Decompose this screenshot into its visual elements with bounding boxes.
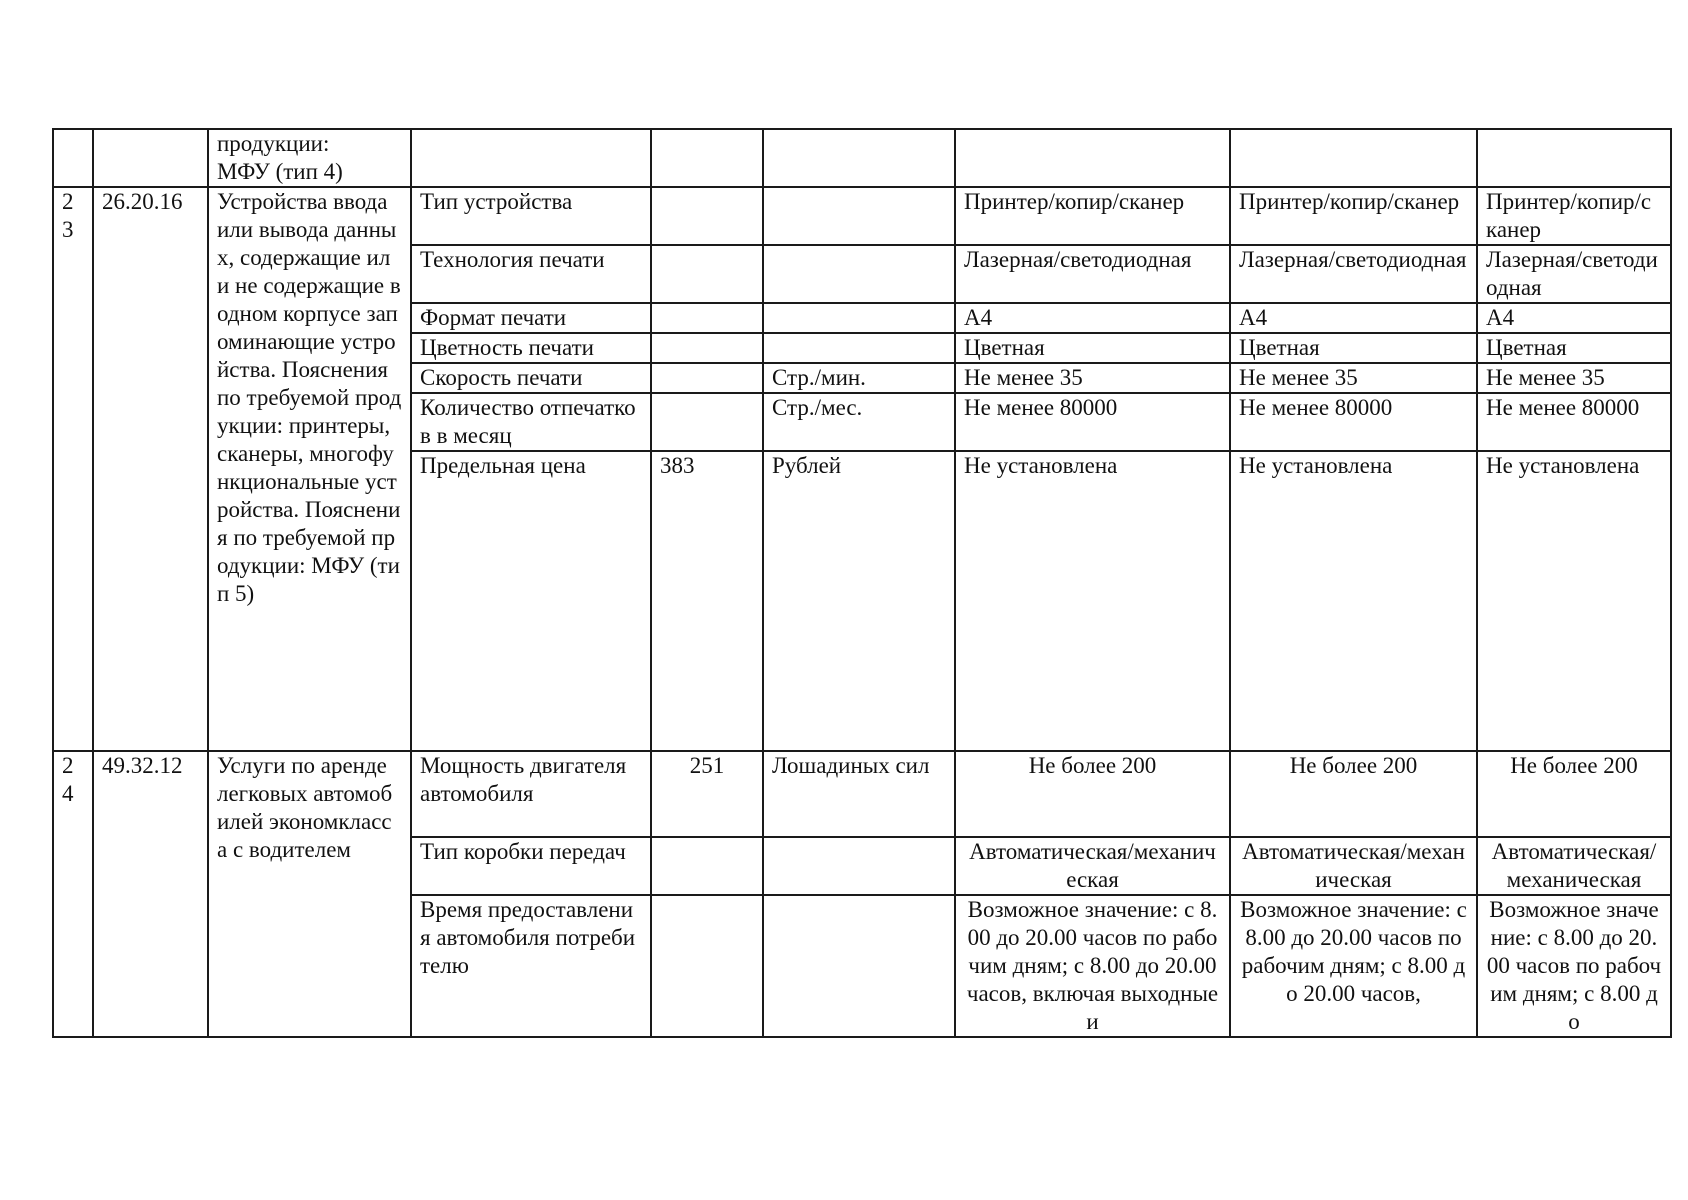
okei-code: 251 <box>651 751 763 837</box>
okei-code <box>651 895 763 1037</box>
value-3: Не менее 35 <box>1477 363 1671 393</box>
table-row <box>53 187 1671 245</box>
value-cell-2 <box>1230 129 1477 187</box>
value-3: Лазерная/светодиодная <box>1477 245 1671 303</box>
value-3: Не менее 80000 <box>1477 393 1671 451</box>
okei-code <box>651 837 763 895</box>
row-number-cell <box>53 129 93 187</box>
value-2: Не менее 35 <box>1230 363 1477 393</box>
unit-name <box>763 837 955 895</box>
value-2: Не установлена <box>1230 451 1477 751</box>
value-3: Цветная <box>1477 333 1671 363</box>
value-1: Не установлена <box>955 451 1230 751</box>
okei-code <box>651 187 763 245</box>
value-3: Возможное значение: с 8.00 до 20.00 часов по рабочим дням; с 8.00 до <box>1477 895 1671 1037</box>
unit-name: Стр./мес. <box>763 393 955 451</box>
characteristic-name: Формат печати <box>411 303 651 333</box>
unit-name <box>763 303 955 333</box>
table-row <box>53 751 1671 837</box>
table-row-continuation <box>53 129 1671 187</box>
value-1: Автоматическая/механическая <box>955 837 1230 895</box>
value-cell-1 <box>955 129 1230 187</box>
product-name-cell: Устройства ввода или вывода данных, содержащие или не содержащие в одном корпусе запоминающие устройства. Пояснения по требуемой продукции: принтеры, сканеры, многофункциональные устройства. Пояснения по требуемой продукции: МФУ (тип 5) <box>208 187 411 751</box>
characteristic-name: Время предоставления автомобиля потребителю <box>411 895 651 1037</box>
characteristic-name: Мощность двигателя автомобиля <box>411 751 651 837</box>
value-cell-3 <box>1477 129 1671 187</box>
characteristic-name: Тип коробки передач <box>411 837 651 895</box>
okei-code <box>651 333 763 363</box>
product-name: продукции: МФУ (тип 4) <box>217 131 343 184</box>
value-2: Не менее 80000 <box>1230 393 1477 451</box>
product-name-cell <box>208 129 411 187</box>
value-1: Возможное значение: с 8.00 до 20.00 часов по рабочим дням; с 8.00 до 20.00 часов, включая выходные и <box>955 895 1230 1037</box>
unit-name <box>763 895 955 1037</box>
okei-code <box>651 393 763 451</box>
value-1: Цветная <box>955 333 1230 363</box>
characteristic-name: Предельная цена <box>411 451 651 751</box>
unit-cell <box>763 129 955 187</box>
characteristic-name: Цветность печати <box>411 333 651 363</box>
okpd-code-cell <box>93 129 208 187</box>
value-1: Принтер/копир/сканер <box>955 187 1230 245</box>
okei-code <box>651 363 763 393</box>
unit-name <box>763 245 955 303</box>
value-2: Принтер/копир/сканер <box>1230 187 1477 245</box>
value-2: Не более 200 <box>1230 751 1477 837</box>
value-2: Возможное значение: с 8.00 до 20.00 часов по рабочим дням; с 8.00 до 20.00 часов, <box>1230 895 1477 1037</box>
value-1: Не более 200 <box>955 751 1230 837</box>
okpd-code-cell: 26.20.16 <box>93 187 208 751</box>
value-3: А4 <box>1477 303 1671 333</box>
value-1: Не менее 80000 <box>955 393 1230 451</box>
value-2: Автоматическая/механическая <box>1230 837 1477 895</box>
value-3: Не более 200 <box>1477 751 1671 837</box>
characteristic-name: Технология печати <box>411 245 651 303</box>
okei-code: 383 <box>651 451 763 751</box>
characteristic-name: Количество отпечатков в месяц <box>411 393 651 451</box>
unit-name: Лошадиных сил <box>763 751 955 837</box>
characteristic-name: Скорость печати <box>411 363 651 393</box>
unit-name: Рублей <box>763 451 955 751</box>
characteristics-table <box>52 128 1672 1038</box>
unit-name: Стр./мин. <box>763 363 955 393</box>
okei-code <box>651 245 763 303</box>
value-1: Не менее 35 <box>955 363 1230 393</box>
value-3: Принтер/копир/сканер <box>1477 187 1671 245</box>
value-2: Лазерная/светодиодная <box>1230 245 1477 303</box>
unit-name <box>763 333 955 363</box>
unit-name <box>763 187 955 245</box>
value-3: Автоматическая/механическая <box>1477 837 1671 895</box>
row-number-cell: 24 <box>53 751 93 1037</box>
characteristic-name: Тип устройства <box>411 187 651 245</box>
row-number-cell: 23 <box>53 187 93 751</box>
value-2: Цветная <box>1230 333 1477 363</box>
characteristic-cell <box>411 129 651 187</box>
value-2: А4 <box>1230 303 1477 333</box>
value-3: Не установлена <box>1477 451 1671 751</box>
value-1: Лазерная/светодиодная <box>955 245 1230 303</box>
okei-code <box>651 303 763 333</box>
product-name-cell: Услуги по аренде легковых автомобилей экономкласса с водителем <box>208 751 411 1037</box>
value-1: А4 <box>955 303 1230 333</box>
okpd-code-cell: 49.32.12 <box>93 751 208 1037</box>
okei-code-cell <box>651 129 763 187</box>
